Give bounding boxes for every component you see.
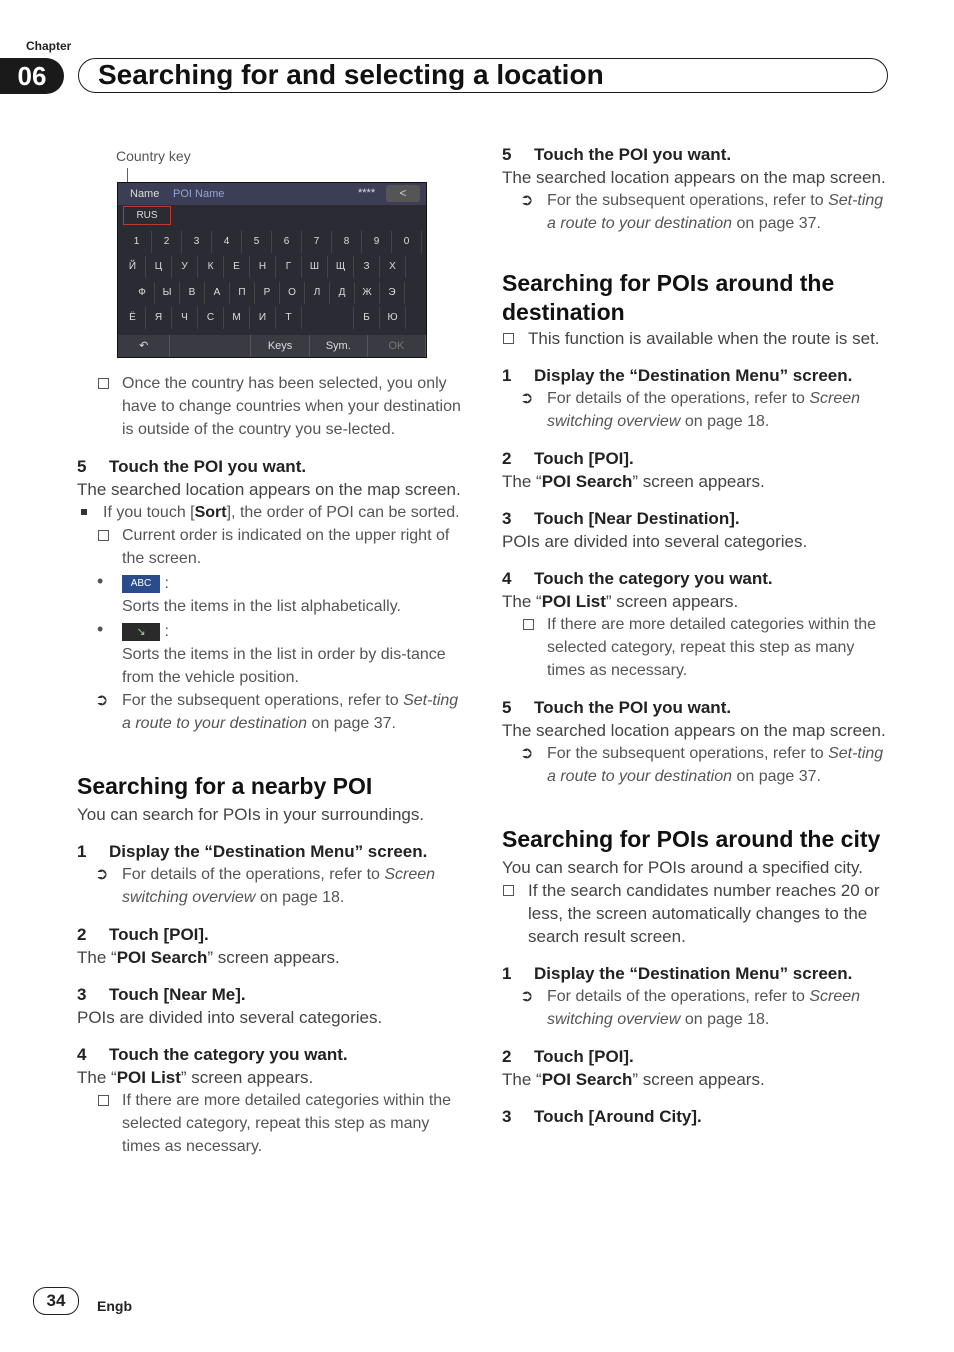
key: 8 [332,231,362,253]
abc-sort-item: • ABC : Sorts the items in the list alphabetically. [97,571,401,615]
dest-step-5: 5 Touch the POI you want. [502,698,732,717]
key: Й [120,256,146,278]
figure-caption: Country key [116,148,191,164]
screen-stars: **** [358,187,376,199]
nearby-step-4: 4 Touch the category you want. [77,1045,348,1064]
subsequent-note: ➲ For the subsequent operations, refer to Set-ting a route to your destination on page 37. [95,692,459,732]
page-number: 34 [33,1287,79,1315]
right-column [502,143,887,1128]
chapter-label: Chapter [26,39,72,53]
key: Щ [328,256,354,278]
screen-space-key [170,335,251,357]
key: 9 [362,231,392,253]
key: М [224,307,250,329]
step-5-body-right: The searched location appears on the map screen. [502,168,886,187]
screen-ok-key: OK [368,335,426,357]
nearby-intro: You can search for POIs in your surroundings. [77,805,425,824]
nearby-step-1: 1 Display the “Destination Menu” screen. [77,842,428,861]
key-row-1 [122,231,430,253]
key: Ю [380,307,406,329]
key: Б [354,307,380,329]
chapter-number: 06 [0,58,64,94]
details-note: ➲ For details of the operations, refer to Screen switching overview on page 18. [95,866,436,906]
key: Ц [146,256,172,278]
screen-top-bar [118,183,426,205]
key: Ж [355,282,380,304]
key: 3 [182,231,212,253]
heading-around-destination: Searching for POIs around the destination [502,270,835,325]
step-5-title-right: 5 Touch the POI you want. [502,145,732,164]
dest-categories-text: POIs are divided into several categories. [502,532,808,551]
city-note: If the search candidates number reaches 20 or less, the screen automatically changes to the search result screen. [502,879,887,948]
screen-bottom-bar [118,335,426,357]
key: У [172,256,198,278]
city-intro: You can search for POIs around a specified city. [502,858,863,877]
key: 2 [152,231,182,253]
key: Р [255,282,280,304]
key: Т [276,307,302,329]
key: О [280,282,305,304]
key-row-3 [130,282,438,304]
heading-nearby-poi: Searching for a nearby POI [77,773,373,799]
route-note: This function is available when the route is set. [502,327,887,350]
key: Н [250,256,276,278]
key: 6 [272,231,302,253]
city-details-note: ➲ For details of the operations, refer to Screen switching overview on page 18. [520,988,861,1028]
key: Е [224,256,250,278]
key: Ы [155,282,180,304]
key: Д [330,282,355,304]
nearby-step-3: 3 Touch [Near Me]. [77,985,246,1004]
screen-poi-name: POI Name [173,188,225,200]
dest-step-2: 2 Touch [POI]. [502,449,634,468]
dest-poi-search-appears: The “POI Search” screen appears. [502,472,765,491]
dest-step-5-body: The searched location appears on the map screen. [502,721,886,740]
key: 4 [212,231,242,253]
key: Г [276,256,302,278]
key [302,307,354,329]
distance-sort-item: • ↘ : Sorts the items in the list in order by dis-tance from the vehicle position. [97,619,446,686]
screen-keys-key: Keys [251,335,309,357]
key: Ф [130,282,155,304]
subsequent-note-right: ➲ For the subsequent operations, refer to Set-ting a route to your destination on page 37. [520,192,884,232]
nearby-step-2: 2 Touch [POI]. [77,925,209,944]
keyboard-screenshot [117,182,427,358]
key: З [354,256,380,278]
poi-list-appears: The “POI List” screen appears. [77,1068,314,1087]
step-5-title: 5 Touch the POI you want. [77,457,307,476]
city-poi-search-appears: The “POI Search” screen appears. [502,1070,765,1089]
key: Ч [172,307,198,329]
key-row-2 [120,256,428,278]
left-column [77,372,462,1158]
detailed-categories-note: If there are more detailed categories within the selected category, repeat this step as many times as necessary. [77,1089,462,1158]
screen-name-label: Name [130,188,160,200]
heading-around-city: Searching for POIs around the city [502,826,881,852]
dest-poi-list-appears: The “POI List” screen appears. [502,592,739,611]
city-step-3: 3 Touch [Around City]. [502,1107,702,1126]
distance-sort-icon: ↘ [122,623,160,641]
key-row-4 [120,307,428,329]
dest-step-1: 1 Display the “Destination Menu” screen. [502,366,853,385]
key: 7 [302,231,332,253]
categories-text: POIs are divided into several categories. [77,1008,383,1027]
key: 5 [242,231,272,253]
city-step-1: 1 Display the “Destination Menu” screen. [502,964,853,983]
dest-subsequent-note: ➲ For the subsequent operations, refer to Set-ting a route to your destination on page 37. [520,745,884,785]
step-5-body: The searched location appears on the map screen. [77,480,461,499]
key: К [198,256,224,278]
key: С [198,307,224,329]
dest-step-3: 3 Touch [Near Destination]. [502,509,740,528]
screen-back-key: < [386,185,420,202]
key: 1 [122,231,152,253]
key: Ё [120,307,146,329]
key: И [250,307,276,329]
abc-sort-icon: ABC [122,575,160,593]
sort-note: If you touch [Sort], the order of POI can be sorted. [77,501,462,524]
key: А [205,282,230,304]
key: Ш [302,256,328,278]
key: Э [380,282,405,304]
key: П [230,282,255,304]
key: 0 [392,231,422,253]
language-code: Engb [97,1298,132,1314]
dest-detailed-note: If there are more detailed categories within the selected category, repeat this step as many times as necessary. [502,613,887,682]
screen-sym-key: Sym. [310,335,368,357]
country-key: RUS [123,206,171,225]
chapter-title: Searching for and selecting a location [98,59,604,90]
order-note: Current order is indicated on the upper right of the screen. [77,524,462,570]
key: В [180,282,205,304]
key: Х [380,256,406,278]
dest-step-4: 4 Touch the category you want. [502,569,773,588]
country-note: Once the country has been selected, you only have to change countries when your destination is outside of the country you se-lected. [77,372,462,441]
city-step-2: 2 Touch [POI]. [502,1047,634,1066]
key: Я [146,307,172,329]
poi-search-appears: The “POI Search” screen appears. [77,948,340,967]
key: Л [305,282,330,304]
dest-details-note: ➲ For details of the operations, refer to Screen switching overview on page 18. [520,390,861,430]
screen-return-key: ↶ [118,335,170,357]
